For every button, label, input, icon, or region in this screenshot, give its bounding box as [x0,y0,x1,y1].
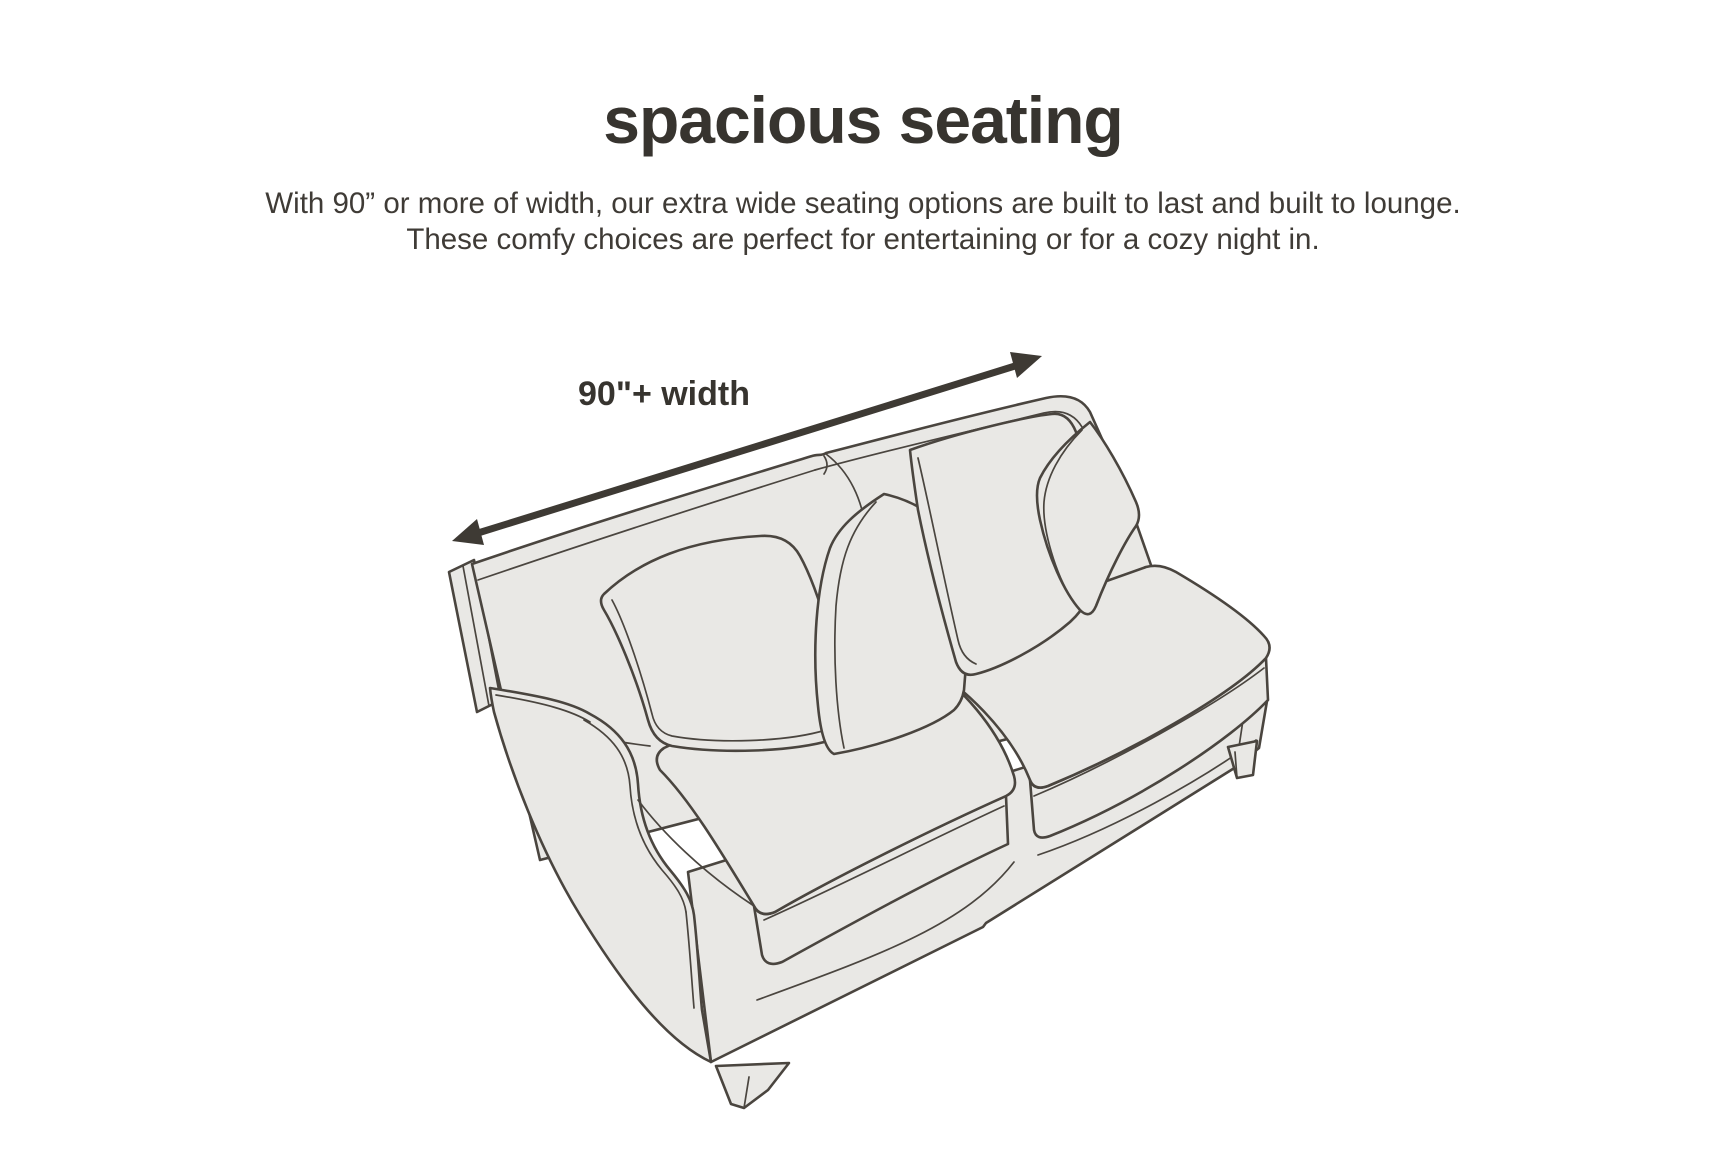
description-line-2: These comfy choices are perfect for entertaining or for a cozy night in. [406,223,1320,256]
sofa-foot-front [716,1063,789,1108]
dimension-label: 90"+ width [578,375,750,413]
sofa-foot-right [1228,741,1257,778]
description-line-1: With 90” or more of width, our extra wide seating options are built to last and built to lounge. [265,187,1461,220]
page-title: spacious seating [603,83,1123,157]
